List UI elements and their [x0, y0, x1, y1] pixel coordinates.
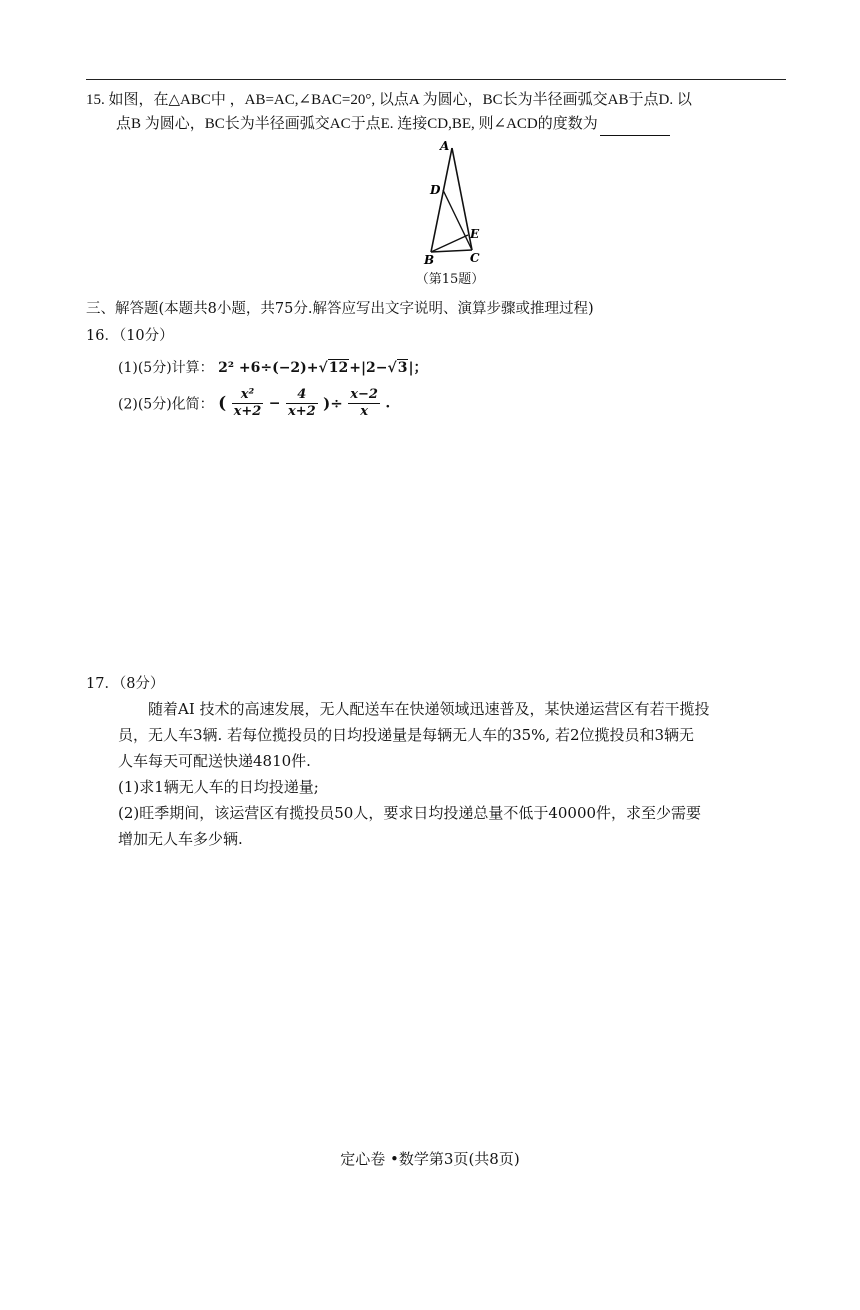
close-paren-divide: )÷ — [323, 394, 343, 413]
q17-para-line-1: 随着AI 技术的高速发展，无人配送车在快递领域迅速普及，某快递运营区有若干揽投 — [148, 700, 710, 718]
q16-part-2 — [118, 387, 390, 420]
answer-blank — [600, 117, 670, 136]
segment-BC — [431, 250, 472, 252]
segment-BE — [431, 235, 468, 252]
label-B: B — [424, 253, 435, 266]
label-D: D — [430, 183, 441, 197]
label-A: A — [440, 139, 450, 153]
q17-item-2-line-2: 增加无人车多少辆. — [118, 830, 243, 848]
fraction-1-denominator: x+2 — [233, 404, 262, 419]
top-rule — [86, 79, 786, 80]
segment-AB — [431, 148, 452, 252]
q15-line-1: 15. 如图，在△ABC中 ，AB=AC,∠BAC=20°, 以点A 为圆心，BC长为半径画弧交AB于点D. 以 — [86, 92, 692, 108]
q16-heading: 16．（10分） — [86, 328, 174, 344]
fraction-3-numerator: x−2 — [350, 387, 378, 402]
expr-c: |； — [408, 360, 428, 376]
q17-body — [118, 696, 786, 852]
end-period: . — [385, 395, 391, 412]
fraction-1-numerator: x² — [232, 387, 264, 404]
fraction-2-denominator: x+2 — [287, 404, 316, 419]
q16-part-2-label: (2)(5分)化简： — [118, 396, 214, 413]
q17-item-2-line-1: (2)旺季期间，该运营区有揽投员50人，要求日均投递总量不低于40000件，求至少需要 — [118, 804, 702, 822]
segment-AC — [452, 148, 472, 250]
label-E: E — [470, 227, 480, 241]
fraction-1 — [232, 387, 264, 420]
q17-heading: 17．（8分） — [86, 676, 165, 692]
sqrt-3: 3 — [397, 360, 408, 376]
fraction-2 — [286, 387, 318, 420]
q15-line-2 — [86, 112, 786, 136]
q15-line-2-text: 点B 为圆心，BC长为半径画弧交AC于点E. 连接CD,BE, 则∠ACD的度数为 — [116, 116, 598, 132]
q17-para-line-2: 员，无人车3辆. 若每位揽投员的日均投递量是每辆无人车的35%, 若2位揽投员和3辆无 — [118, 726, 695, 744]
q16-part-1-expression: 2² +6÷(−2)+√12+|2−√3|； — [218, 360, 428, 376]
question-15 — [86, 88, 786, 136]
fraction-3 — [348, 387, 380, 420]
q17-item-1: (1)求1辆无人车的日均投递量; — [118, 778, 319, 796]
expr-b: +|2− — [349, 360, 388, 376]
figure-caption: （第15题） — [415, 272, 485, 287]
segment-CD — [443, 190, 472, 250]
page-footer: 定心卷 •数学第3页(共8页) — [340, 1150, 520, 1168]
sqrt-12: 12 — [328, 360, 349, 376]
open-paren: ( — [218, 393, 227, 414]
section-3-heading: 三、解答题(本题共8小题，共75分.解答应写出文字说明、演算步骤或推理过程) — [86, 301, 594, 317]
minus-sign: − — [268, 395, 281, 412]
fraction-2-numerator: 4 — [286, 387, 318, 404]
q17-para-line-3: 人车每天可配送快递4810件. — [118, 752, 311, 770]
q16-part-1-label: (1)(5分)计算： — [118, 360, 214, 376]
expr-a: 2² +6÷(−2)+ — [218, 360, 319, 376]
triangle-figure — [410, 138, 510, 266]
fraction-3-denominator: x — [360, 404, 368, 419]
q16-part-1 — [118, 357, 428, 377]
label-C: C — [470, 251, 480, 265]
